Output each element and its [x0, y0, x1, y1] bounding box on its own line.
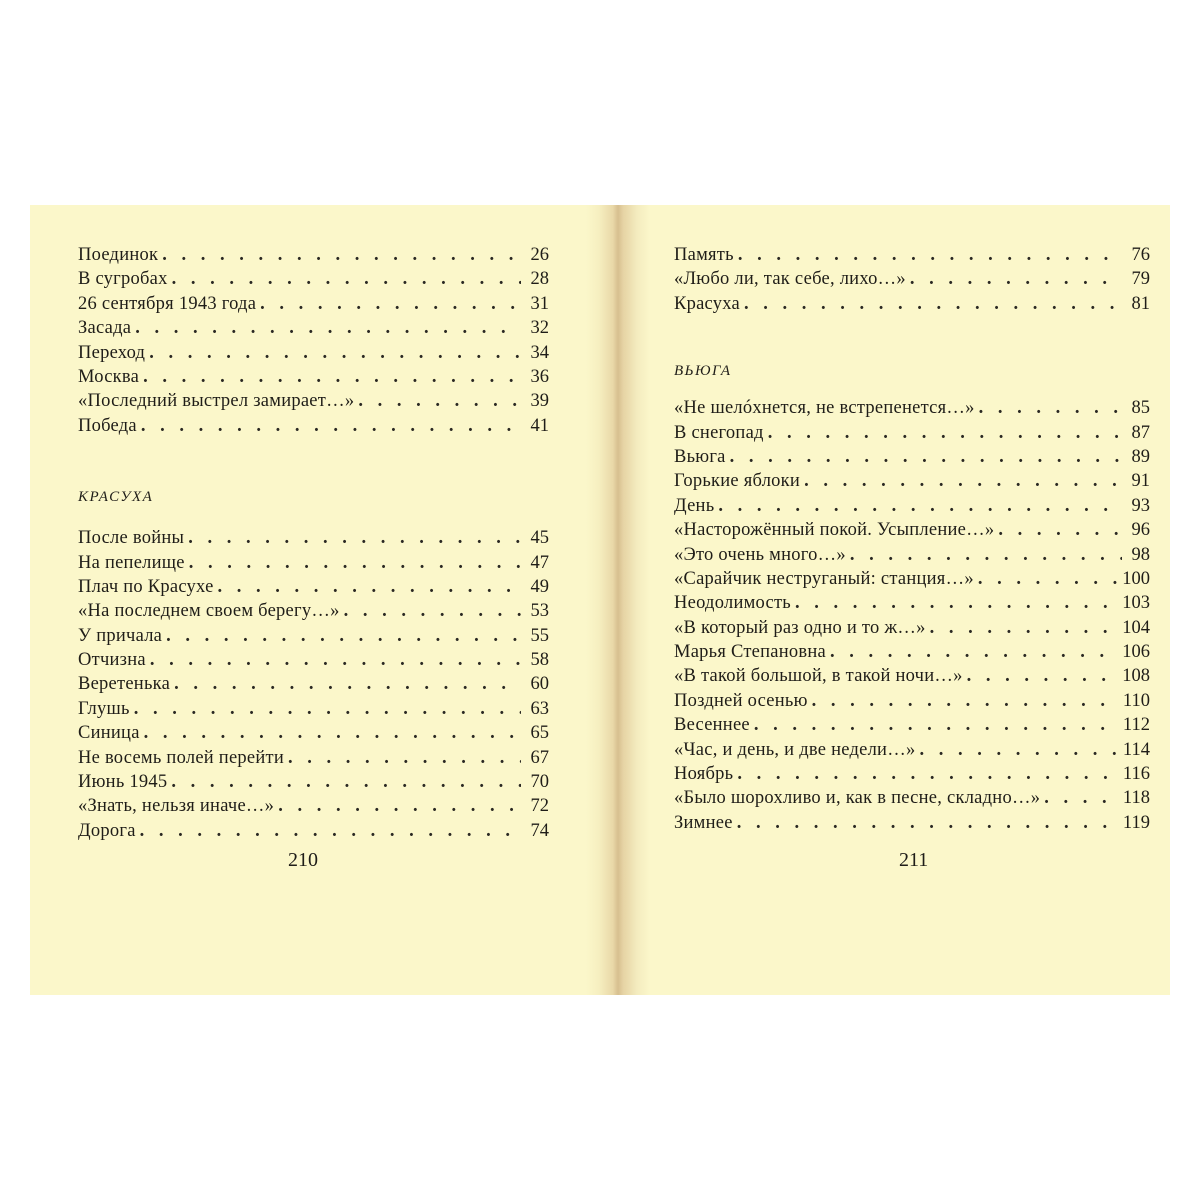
- toc-entry-title: Синица: [78, 723, 140, 744]
- toc-entry-title: У причала: [78, 625, 163, 646]
- dot-leader: [278, 794, 521, 818]
- dot-leader: [1044, 786, 1119, 810]
- toc-list-left-top: [78, 243, 549, 438]
- toc-entry-page-number: 112: [1122, 715, 1150, 736]
- dot-leader: [135, 316, 521, 340]
- toc-entry-title: Неодолимость: [674, 593, 791, 614]
- toc-entry: [78, 316, 549, 340]
- toc-entry-page-number: 98: [1131, 544, 1150, 565]
- toc-entry-title: Переход: [78, 342, 146, 363]
- toc-entry-title: На пепелище: [78, 552, 185, 573]
- toc-entry-page-number: 28: [530, 269, 549, 290]
- toc-entry-page-number: 34: [530, 342, 549, 363]
- toc-entry-title: Москва: [78, 366, 140, 387]
- toc-entry: [674, 421, 1150, 445]
- dot-leader: [171, 770, 521, 794]
- dot-leader: [189, 551, 521, 575]
- dot-leader: [730, 445, 1122, 469]
- toc-entry-page-number: 55: [530, 625, 549, 646]
- toc-list-right-section: [674, 396, 1150, 835]
- toc-entry: [674, 469, 1150, 493]
- dot-leader: [288, 746, 521, 770]
- toc-list-right-top: [674, 243, 1150, 316]
- toc-entry-title: После войны: [78, 528, 185, 549]
- toc-entry: [674, 640, 1150, 664]
- toc-entry: [78, 697, 549, 721]
- dot-leader: [144, 721, 521, 745]
- toc-entry-title: «Сарайчик неструганый: станция…»: [674, 568, 974, 589]
- toc-entry-page-number: 39: [530, 391, 549, 412]
- toc-entry-title: Не восемь полей перейти: [78, 747, 285, 768]
- dot-leader: [140, 819, 521, 843]
- dot-leader: [804, 469, 1122, 493]
- toc-entry: [674, 292, 1150, 316]
- toc-list-left-section: [78, 526, 549, 843]
- toc-entry: [674, 786, 1150, 810]
- dot-leader: [150, 648, 521, 672]
- toc-right-page: [674, 243, 1150, 835]
- toc-entry-title: «Не шелóхнется, не встрепенется…»: [674, 398, 975, 419]
- toc-entry-title: Глушь: [78, 698, 130, 719]
- toc-entry: [78, 721, 549, 745]
- toc-entry-page-number: 89: [1131, 446, 1150, 467]
- toc-entry: [78, 746, 549, 770]
- toc-entry-page-number: 65: [530, 723, 549, 744]
- book-spread: [30, 205, 1170, 995]
- dot-leader: [795, 591, 1118, 615]
- toc-entry-page-number: 26: [530, 245, 549, 265]
- toc-entry: [674, 738, 1150, 762]
- toc-entry-page-number: 96: [1131, 520, 1150, 541]
- dot-leader: [188, 526, 521, 550]
- toc-entry-title: Поздней осенью: [674, 690, 808, 711]
- toc-entry-title: Отчизна: [78, 650, 146, 671]
- toc-entry-page-number: 108: [1122, 666, 1150, 687]
- dot-leader: [358, 389, 521, 413]
- toc-entry-title: Июнь 1945: [78, 772, 168, 793]
- dot-leader: [850, 543, 1122, 567]
- toc-entry-title: Победа: [78, 415, 137, 436]
- toc-entry-page-number: 104: [1122, 617, 1150, 638]
- toc-entry: [674, 543, 1150, 567]
- toc-entry-page-number: 116: [1122, 764, 1150, 785]
- toc-entry-title: В сугробах: [78, 269, 168, 290]
- toc-entry: [674, 567, 1150, 591]
- toc-entry-title: «Любо ли, так себе, лихо…»: [674, 269, 906, 290]
- dot-leader: [172, 267, 521, 291]
- toc-entry: [674, 591, 1150, 615]
- toc-entry: [674, 664, 1150, 688]
- toc-entry-page-number: 72: [530, 796, 549, 817]
- section-heading-vyuga: ВЬЮГА: [674, 363, 732, 380]
- dot-leader: [830, 640, 1118, 664]
- dot-leader: [910, 267, 1122, 291]
- toc-entry-title: Засада: [78, 318, 132, 339]
- toc-entry-title: «На последнем своем берегу…»: [78, 601, 340, 622]
- dot-leader: [978, 567, 1118, 591]
- toc-entry-title: Дорога: [78, 820, 136, 841]
- toc-entry-page-number: 70: [530, 772, 549, 793]
- toc-entry-page-number: 76: [1131, 245, 1150, 265]
- toc-entry-page-number: 31: [530, 293, 549, 314]
- dot-leader: [919, 738, 1118, 762]
- toc-entry-page-number: 110: [1122, 690, 1150, 711]
- section-heading-krasukha: КРАСУХА: [78, 489, 154, 506]
- toc-entry: [78, 292, 549, 316]
- dot-leader: [754, 713, 1119, 737]
- dot-leader: [737, 811, 1119, 835]
- toc-entry-title: В снегопад: [674, 422, 764, 443]
- toc-entry-title: Поединок: [78, 245, 159, 265]
- toc-entry-title: Память: [674, 245, 734, 265]
- toc-entry: [674, 518, 1150, 542]
- toc-entry-title: Плач по Красухе: [78, 576, 214, 597]
- toc-entry-title: Весеннее: [674, 715, 750, 736]
- dot-leader: [967, 664, 1119, 688]
- toc-entry-title: «Час, и день, и две недели…»: [674, 739, 916, 760]
- toc-entry: [674, 494, 1150, 518]
- toc-left-page: [78, 243, 549, 843]
- toc-entry: [78, 599, 549, 623]
- toc-entry-page-number: 41: [530, 415, 549, 436]
- toc-entry-title: День: [674, 495, 715, 516]
- dot-leader: [768, 421, 1122, 445]
- dot-leader: [166, 624, 521, 648]
- toc-entry-page-number: 85: [1131, 398, 1150, 419]
- toc-entry-page-number: 63: [530, 698, 549, 719]
- toc-entry: [674, 689, 1150, 713]
- toc-entry-page-number: 45: [530, 528, 549, 549]
- toc-entry: [78, 551, 549, 575]
- toc-entry: [78, 267, 549, 291]
- toc-entry: [78, 770, 549, 794]
- toc-entry-page-number: 87: [1131, 422, 1150, 443]
- toc-entry: [78, 624, 549, 648]
- toc-entry: [78, 575, 549, 599]
- toc-entry: [78, 526, 549, 550]
- toc-entry-page-number: 100: [1122, 568, 1150, 589]
- dot-leader: [162, 243, 521, 267]
- dot-leader: [812, 689, 1119, 713]
- toc-entry-title: «Это очень много…»: [674, 544, 846, 565]
- toc-entry-page-number: 47: [530, 552, 549, 573]
- toc-entry-page-number: 60: [530, 674, 549, 695]
- dot-leader: [979, 396, 1122, 420]
- dot-leader: [134, 697, 521, 721]
- toc-entry: [78, 672, 549, 696]
- dot-leader: [718, 494, 1122, 518]
- toc-entry-page-number: 67: [530, 747, 549, 768]
- toc-entry-page-number: 81: [1131, 293, 1150, 314]
- dot-leader: [218, 575, 521, 599]
- toc-entry-title: «Последний выстрел замирает…»: [78, 391, 355, 412]
- toc-entry-page-number: 93: [1131, 495, 1150, 516]
- toc-entry: [674, 445, 1150, 469]
- dot-leader: [260, 292, 521, 316]
- toc-entry-title: Красуха: [674, 293, 740, 314]
- toc-entry-title: Веретенька: [78, 674, 171, 695]
- toc-entry-page-number: 49: [530, 576, 549, 597]
- toc-entry: [674, 267, 1150, 291]
- dot-leader: [174, 672, 521, 696]
- toc-entry-title: «В такой большой, в такой ночи…»: [674, 666, 963, 687]
- toc-entry: [674, 713, 1150, 737]
- toc-entry-page-number: 74: [530, 820, 549, 841]
- toc-entry-page-number: 119: [1122, 812, 1150, 833]
- toc-entry: [78, 243, 549, 267]
- dot-leader: [149, 341, 521, 365]
- toc-entry-title: «Знать, нельзя иначе…»: [78, 796, 275, 817]
- toc-entry-title: Ноябрь: [674, 764, 734, 785]
- toc-entry-page-number: 79: [1131, 269, 1150, 290]
- toc-entry: [78, 648, 549, 672]
- toc-entry: [78, 819, 549, 843]
- toc-entry-title: Марья Степановна: [674, 642, 826, 663]
- toc-entry: [674, 616, 1150, 640]
- page-number-right: 211: [899, 849, 929, 871]
- toc-entry-title: Горькие яблоки: [674, 471, 801, 492]
- toc-entry-title: «Насторожённый покой. Усыпление…»: [674, 520, 995, 541]
- toc-entry-title: 26 сентября 1943 года: [78, 293, 257, 314]
- toc-entry: [674, 811, 1150, 835]
- toc-entry-page-number: 53: [530, 601, 549, 622]
- toc-entry: [78, 389, 549, 413]
- toc-entry: [78, 365, 549, 389]
- toc-entry-page-number: 36: [530, 366, 549, 387]
- toc-entry-page-number: 106: [1122, 642, 1150, 663]
- toc-entry-page-number: 114: [1122, 739, 1150, 760]
- dot-leader: [744, 292, 1122, 316]
- dot-leader: [998, 518, 1122, 542]
- toc-entry-title: Вьюга: [674, 446, 726, 467]
- dot-leader: [141, 414, 521, 438]
- toc-entry-title: Зимнее: [674, 812, 733, 833]
- dot-leader: [143, 365, 521, 389]
- toc-entry: [674, 396, 1150, 420]
- toc-entry-title: «Было шорохливо и, как в песне, складно…»: [674, 788, 1041, 809]
- toc-entry-page-number: 32: [530, 318, 549, 339]
- toc-entry-page-number: 58: [530, 650, 549, 671]
- book-gutter: [586, 205, 650, 995]
- toc-entry: [674, 762, 1150, 786]
- toc-entry: [78, 414, 549, 438]
- toc-entry-title: «В который раз одно и то ж…»: [674, 617, 926, 638]
- page-number-left: 210: [288, 849, 318, 871]
- toc-entry-page-number: 91: [1131, 471, 1150, 492]
- toc-entry: [78, 794, 549, 818]
- dot-leader: [738, 243, 1122, 267]
- toc-entry-page-number: 118: [1122, 788, 1150, 809]
- dot-leader: [930, 616, 1119, 640]
- toc-entry-page-number: 103: [1122, 593, 1150, 614]
- toc-entry: [674, 243, 1150, 267]
- dot-leader: [737, 762, 1119, 786]
- dot-leader: [344, 599, 521, 623]
- toc-entry: [78, 341, 549, 365]
